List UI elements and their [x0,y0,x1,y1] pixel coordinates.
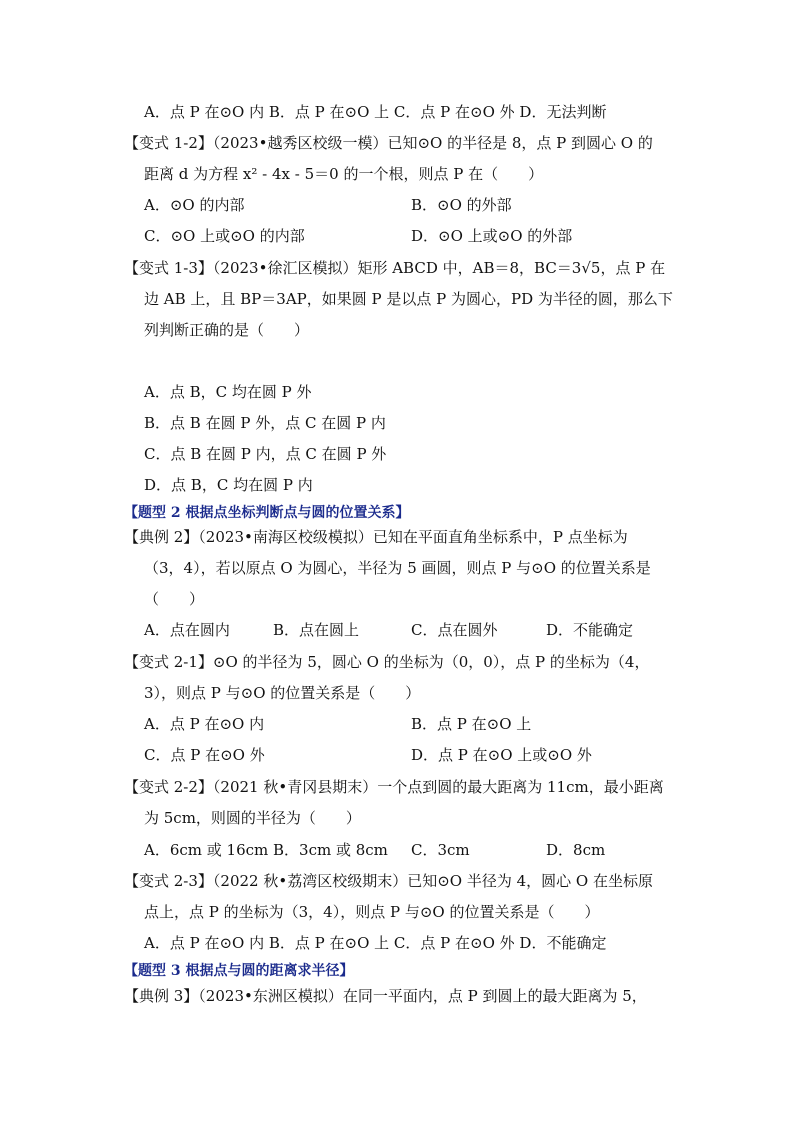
option-a: A．点 B，C 均在圆 P 外 [144,383,312,401]
option-d: D．不能确定 [546,621,634,639]
text-line: 为 5cm，则圆的半径为（ ） [144,809,361,827]
text-line: A．点 P 在⊙O 内 B．点 P 在⊙O 上 C．点 P 在⊙O 外 D．不能确定 [144,934,607,952]
section-heading: 【题型 2 根据点坐标判断点与圆的位置关系】 [124,505,410,521]
option-c: C．3cm [411,841,470,859]
text-line: 点上，点 P 的坐标为（3，4），则点 P 与⊙O 的位置关系是（ ） [144,903,600,921]
question-heading: 【变式 2-2】（2021 秋•青冈县期末）一个点到圆的最大距离为 11cm，最小距离 [124,778,664,796]
text-line: 3），则点 P 与⊙O 的位置关系是（ ） [144,684,421,702]
option-b: B．点在圆上 [273,621,360,639]
question-heading: 【典例 3】（2023•东洲区模拟）在同一平面内，点 P 到圆上的最大距离为 5， [124,987,647,1005]
question-heading: 【典例 2】（2023•南海区校级模拟）已知在平面直角坐标系中，P 点坐标为 [124,528,628,546]
option-b: B．3cm 或 8cm [273,841,388,859]
text-line: 距离 d 为方程 x² - 4x - 5＝0 的一个根，则点 P 在（ ） [144,165,544,183]
option-a: A．⊙O 的内部 [144,196,245,214]
option-b: B．点 P 在⊙O 上 [411,715,532,733]
option-c: C．⊙O 上或⊙O 的内部 [144,227,305,245]
option-c: C．点 B 在圆 P 内，点 C 在圆 P 外 [144,445,387,463]
option-d: D．点 P 在⊙O 上或⊙O 外 [411,746,592,764]
question-heading: 【变式 2-3】（2022 秋•荔湾区校级期末）已知⊙O 半径为 4，圆心 O 在坐标原 [124,872,653,890]
text-line: A．点 P 在⊙O 内 B．点 P 在⊙O 上 C．点 P 在⊙O 外 D．无法判断 [144,103,607,121]
option-b: B．点 B 在圆 P 外，点 C 在圆 P 内 [144,414,386,432]
question-heading: 【变式 2-1】⊙O 的半径为 5，圆心 O 的坐标为（0，0），点 P 的坐标为（4， [124,653,650,671]
question-heading: 【变式 1-2】（2023•越秀区校级一模）已知⊙O 的半径是 8，点 P 到圆心 O 的 [124,134,653,152]
section-heading: 【题型 3 根据点与圆的距离求半径】 [124,963,354,979]
option-c: C．点在圆外 [411,621,498,639]
text-line: 列判断正确的是（ ） [144,321,310,339]
option-c: C．点 P 在⊙O 外 [144,746,265,764]
option-a: A．点在圆内 [144,621,230,639]
option-d: D．点 B，C 均在圆 P 内 [144,476,313,494]
text-line: 边 AB 上，且 BP＝3AP，如果圆 P 是以点 P 为圆心，PD 为半径的圆，那么下 [144,290,673,308]
option-b: B．⊙O 的外部 [411,196,512,214]
option-d: D．8cm [546,841,606,859]
question-heading: 【变式 1-3】（2023•徐汇区模拟）矩形 ABCD 中，AB＝8，BC＝3√5，点 P 在 [124,259,666,277]
option-a: A．6cm 或 16cm [144,841,269,859]
text-line: （ ） [144,590,205,608]
option-a: A．点 P 在⊙O 内 [144,715,265,733]
text-line: （3，4），若以原点 O 为圆心，半径为 5 画圆，则点 P 与⊙O 的位置关系是 [144,559,651,577]
option-d: D．⊙O 上或⊙O 的外部 [411,227,573,245]
